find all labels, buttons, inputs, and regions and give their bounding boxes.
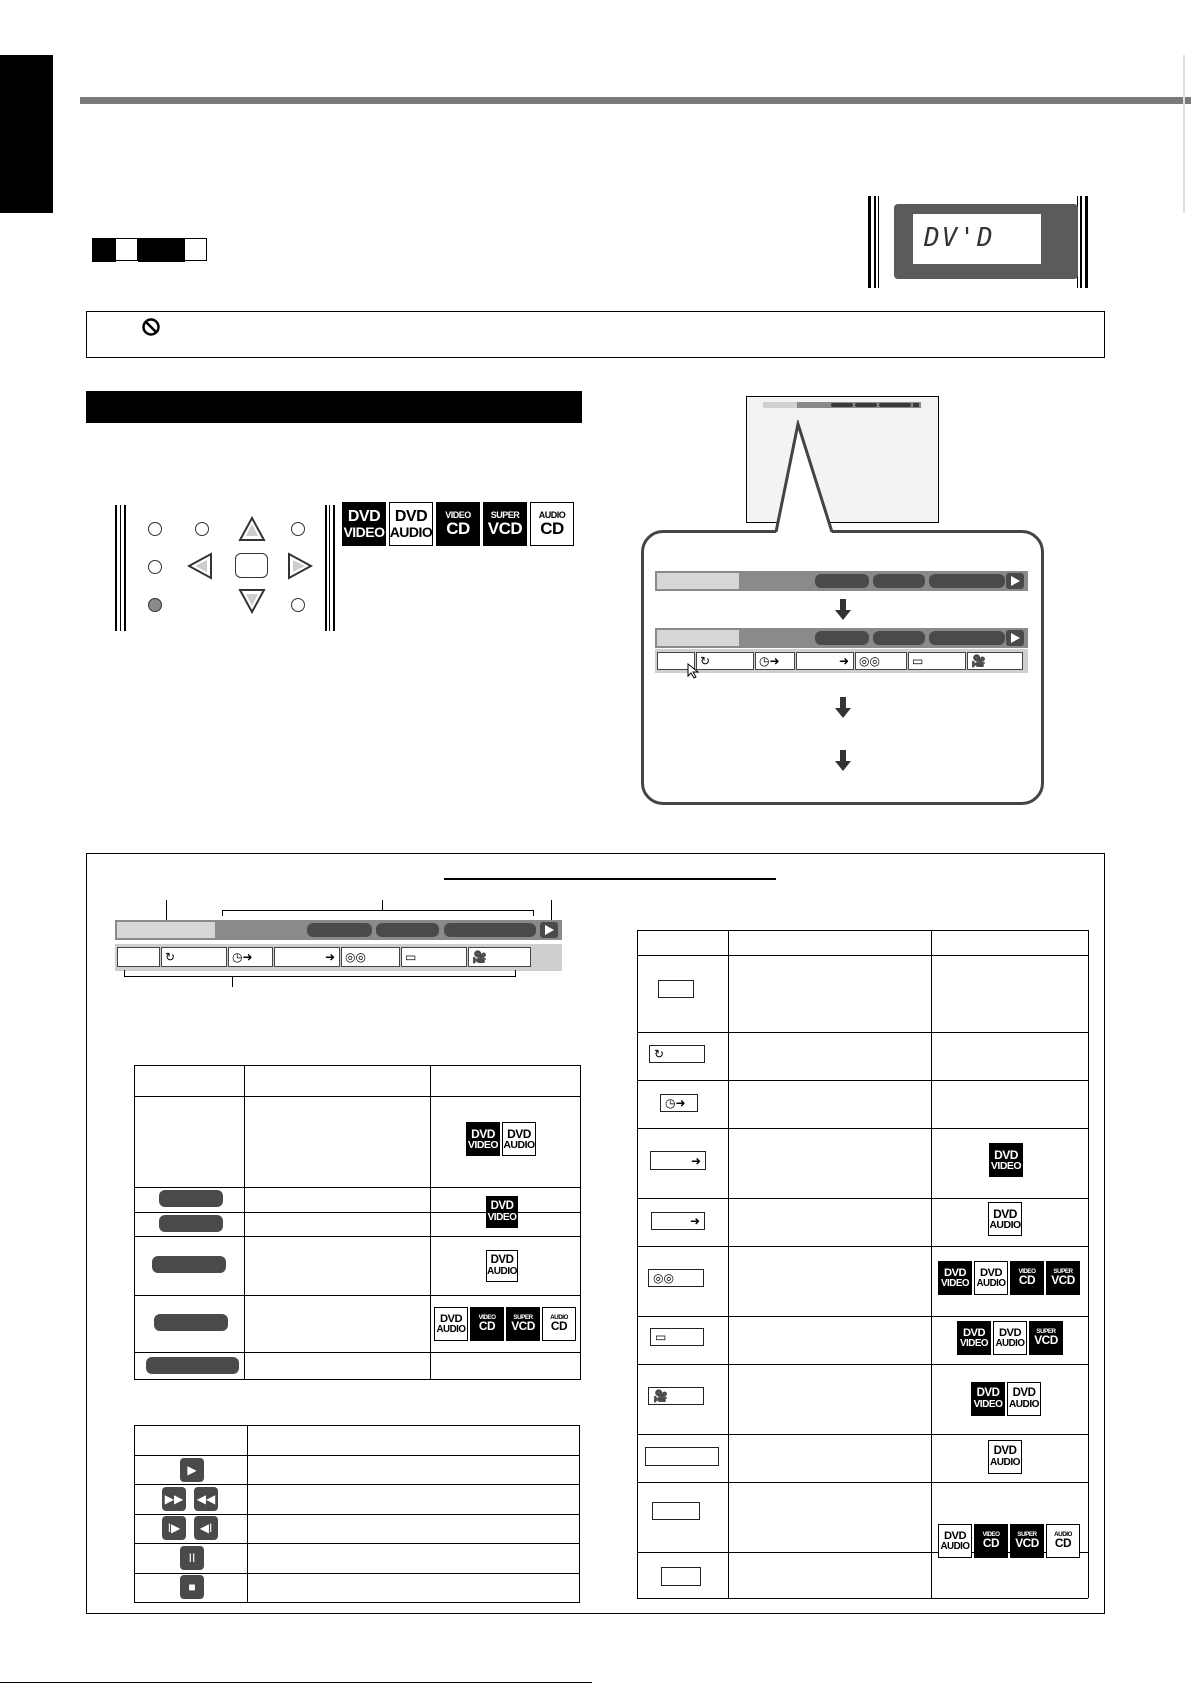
- display-text: DV'D: [924, 223, 995, 253]
- fast-reverse-icon: ◀◀: [194, 1487, 218, 1511]
- badge-line: AUDIO: [436, 1323, 466, 1335]
- disc-badge-audio-cd: [1046, 1524, 1080, 1558]
- disc-badge-dvd-video: [989, 1143, 1023, 1177]
- disc-badge-super-vcd: [1010, 1524, 1044, 1558]
- badge-line: SUPER: [1017, 1530, 1037, 1538]
- badge-line: VIDEO: [990, 1159, 1022, 1172]
- status-pill: [376, 923, 439, 937]
- menu-cell: ◎◎: [341, 947, 400, 967]
- badge-line: DVD: [439, 1312, 463, 1325]
- menu-cell: ▭: [908, 652, 966, 670]
- notice-box: [86, 311, 1105, 358]
- arrow-down-icon: [834, 599, 852, 621]
- badge-line: CD: [1054, 1536, 1072, 1551]
- badge-line: AUDIO: [538, 510, 566, 520]
- arrow-down-icon: [238, 588, 266, 614]
- menu-icon-frame: 🎥: [648, 1387, 704, 1405]
- disc-badge-super-vcd: [1046, 1261, 1080, 1295]
- disc-badge-video-cd: [470, 1307, 504, 1341]
- badge-line: VIDEO: [487, 1211, 517, 1223]
- badge-line: CD: [478, 1319, 496, 1334]
- slow-reverse-icon: ◀I: [194, 1516, 218, 1540]
- menu-cell: 🎥: [468, 947, 531, 967]
- status-pill: [159, 1215, 223, 1232]
- play-icon: [1011, 633, 1020, 643]
- remote-button: [195, 522, 209, 536]
- remote-button: [148, 522, 162, 536]
- bracket: [222, 910, 534, 916]
- disc-badge-super-vcd: [1029, 1321, 1063, 1355]
- callout-pointer: [770, 420, 840, 535]
- badge-line: VIDEO: [982, 1530, 1000, 1538]
- menu-icon-frame: ↻: [649, 1045, 705, 1063]
- table-rule: [134, 1352, 581, 1353]
- table-rule: [728, 930, 729, 1598]
- table-rule: [134, 1425, 580, 1426]
- arrow-left-icon: [187, 552, 213, 580]
- badge-line: DVD: [998, 1326, 1022, 1339]
- badge-line: DVD: [507, 1126, 531, 1141]
- badge-line: VIDEO: [973, 1398, 1003, 1410]
- disc-badge-dvd-audio: [486, 1250, 518, 1282]
- disc-badge-dvd-audio: [938, 1524, 972, 1558]
- cursor-icon: [687, 663, 701, 679]
- table-rule: [134, 1602, 580, 1603]
- enter-button: [235, 553, 268, 578]
- menu-icon-frame: ➜: [650, 1151, 706, 1170]
- table-rule: [134, 1096, 581, 1097]
- badge-line: CD: [446, 519, 470, 538]
- badge-line: DVD: [471, 1126, 495, 1141]
- menu-cell: [117, 947, 160, 967]
- header-rule: [80, 97, 1191, 104]
- badge-line: SUPER: [1053, 1267, 1073, 1275]
- status-pill: [873, 631, 925, 645]
- page-indicator: [92, 238, 204, 262]
- menu-cell: ◷➜: [755, 652, 795, 670]
- table-rule: [637, 1482, 1088, 1483]
- disc-badge-video-cd: [1010, 1261, 1044, 1295]
- badge-line: AUDIO: [976, 1277, 1006, 1289]
- fast-forward-icon: ▶▶: [162, 1487, 186, 1511]
- badge-line: AUDIO: [503, 1138, 535, 1151]
- prohibit-icon: [141, 317, 161, 337]
- play-icon: [1011, 576, 1020, 586]
- badge-line: VCD: [1015, 1536, 1039, 1551]
- badge-line: CD: [1018, 1273, 1036, 1288]
- disc-badge-super-vcd: [506, 1307, 540, 1341]
- badge-line: DVD: [394, 508, 428, 525]
- stop-icon: ■: [180, 1575, 204, 1599]
- badge-line: DVD: [490, 1254, 514, 1267]
- badge-line: DVD: [347, 508, 381, 525]
- menu-icon-frame: [645, 1447, 719, 1466]
- status-pill: [146, 1357, 239, 1374]
- remote-illustration: [115, 505, 340, 631]
- table-rule: [637, 1364, 1088, 1365]
- play-icon: ▶: [180, 1458, 204, 1482]
- menu-icon-frame: ◎◎: [648, 1269, 704, 1287]
- status-bar-title: [117, 922, 215, 938]
- badge-line: VIDEO: [343, 524, 385, 540]
- leader-line: [551, 900, 552, 920]
- leader-line: [382, 900, 383, 910]
- status-bar-title: [657, 573, 739, 589]
- badge-line: AUDIO: [389, 524, 433, 540]
- badge-line: DVD: [976, 1387, 1000, 1400]
- table-rule: [134, 1425, 135, 1602]
- menu-cell: ◎◎: [855, 652, 907, 670]
- table-rule: [244, 1065, 245, 1379]
- slow-forward-icon: I▶: [162, 1516, 186, 1540]
- remote-button: [148, 598, 162, 612]
- status-pill: [444, 923, 536, 937]
- badge-line: VIDEO: [478, 1313, 496, 1321]
- status-pill: [154, 1314, 228, 1331]
- remote-button: [291, 522, 305, 536]
- table-rule: [931, 930, 932, 1598]
- menu-cell: ➜: [796, 652, 854, 670]
- menu-cell: ↻: [161, 947, 227, 967]
- badge-line: CD: [540, 519, 564, 538]
- status-pill: [815, 631, 869, 645]
- badge-line: VCD: [487, 519, 523, 538]
- badge-line: SUPER: [1036, 1327, 1056, 1335]
- status-pill: [815, 574, 869, 588]
- menu-icon-frame: [652, 1502, 700, 1520]
- disc-badge-dvd-audio: [434, 1307, 468, 1341]
- badge-line: VIDEO: [467, 1138, 499, 1151]
- badge-line: AUDIO: [990, 1456, 1020, 1468]
- badge-line: AUDIO: [1009, 1398, 1039, 1410]
- side-tab: [0, 55, 53, 213]
- table-rule: [637, 1128, 1088, 1129]
- badge-line: VIDEO: [445, 510, 471, 520]
- badge-line: VCD: [1051, 1273, 1075, 1288]
- status-pill: [159, 1190, 223, 1207]
- disc-badge-dvd-audio: [502, 1122, 536, 1156]
- remote-button: [291, 598, 305, 612]
- badge-line: CD: [550, 1319, 568, 1334]
- disc-badge-dvd-video: [466, 1122, 500, 1156]
- badge-line: VIDEO: [1018, 1267, 1036, 1275]
- table-rule: [637, 1598, 1088, 1599]
- disc-badge-video-cd: [436, 502, 480, 546]
- badge-line: AUDIO: [995, 1337, 1025, 1349]
- status-pill: [929, 574, 1005, 588]
- bracket: [124, 970, 516, 977]
- menu-cell: ▭: [401, 947, 467, 967]
- badge-line: SUPER: [490, 510, 520, 520]
- table-rule: [637, 930, 638, 1598]
- badge-line: CD: [982, 1536, 1000, 1551]
- menu-cell: 🎥: [967, 652, 1023, 670]
- table-rule: [637, 930, 1088, 931]
- remote-button: [148, 560, 162, 574]
- leader-line: [166, 900, 167, 920]
- table-rule: [134, 1187, 581, 1188]
- arrow-down-icon: [834, 697, 852, 719]
- status-pill: [307, 923, 372, 937]
- menu-icon-frame: ◷➜: [660, 1094, 698, 1112]
- badge-line: SUPER: [513, 1313, 533, 1321]
- status-pill: [152, 1256, 226, 1273]
- table-rule: [637, 1434, 1088, 1435]
- disc-badge-audio-cd: [542, 1307, 576, 1341]
- table-rule: [1088, 930, 1089, 1598]
- menu-cell: ➜: [274, 947, 340, 967]
- table-rule: [637, 1198, 1088, 1199]
- status-bar-title: [657, 630, 739, 646]
- reference-title-underline: [444, 878, 776, 880]
- front-display-illustration: [868, 196, 1088, 288]
- disc-badge-dvd-audio: [993, 1321, 1027, 1355]
- badge-line: DVD: [943, 1266, 967, 1279]
- badge-line: AUDIO: [989, 1218, 1021, 1231]
- table-rule: [134, 1236, 581, 1237]
- table-rule: [134, 1065, 581, 1066]
- table-rule: [134, 1455, 580, 1456]
- badge-line: DVD: [490, 1200, 514, 1213]
- right-edge-mark: [1183, 55, 1185, 213]
- menu-icon-frame: [658, 980, 694, 998]
- disc-badge-dvd-video: [486, 1196, 518, 1228]
- menu-cell: ↻: [696, 652, 754, 670]
- disc-badge-dvd-video: [342, 502, 386, 546]
- arrow-down-icon: [834, 750, 852, 772]
- status-pill: [873, 574, 925, 588]
- menu-cell: ◷➜: [228, 947, 273, 967]
- disc-badge-dvd-audio: [1007, 1382, 1041, 1416]
- badge-line: DVD: [993, 1445, 1017, 1458]
- disc-badge-dvd-audio: [974, 1261, 1008, 1295]
- footer-rule: [0, 1682, 592, 1683]
- badge-line: DVD: [962, 1326, 986, 1339]
- disc-badge-dvd-audio: [988, 1440, 1022, 1474]
- section-heading-bar: [86, 391, 582, 423]
- badge-line: DVD: [1012, 1387, 1036, 1400]
- pause-icon: II: [180, 1546, 204, 1570]
- table-rule: [579, 1425, 580, 1602]
- disc-badge-super-vcd: [483, 502, 527, 546]
- badge-line: DVD: [979, 1266, 1003, 1279]
- table-rule: [637, 955, 1088, 956]
- disc-badge-dvd-video: [938, 1261, 972, 1295]
- badge-line: DVD: [994, 1147, 1018, 1162]
- leader-line: [232, 977, 233, 987]
- badge-line: AUDIO: [550, 1313, 568, 1321]
- badge-line: VIDEO: [941, 1277, 969, 1289]
- arrow-right-icon: [287, 552, 313, 580]
- disc-badge-dvd-video: [971, 1382, 1005, 1416]
- badge-line: AUDIO: [1054, 1530, 1072, 1538]
- table-rule: [247, 1425, 248, 1602]
- table-rule: [637, 1080, 1088, 1081]
- badge-line: VCD: [1034, 1333, 1058, 1348]
- badge-line: AUDIO: [487, 1265, 517, 1277]
- disc-badge-dvd-video: [957, 1321, 991, 1355]
- badge-line: VIDEO: [960, 1337, 988, 1349]
- table-rule: [580, 1065, 581, 1379]
- table-rule: [134, 1295, 581, 1296]
- play-icon: [545, 925, 554, 935]
- badge-line: AUDIO: [940, 1540, 970, 1552]
- menu-icon-frame: ▭: [650, 1328, 704, 1346]
- badge-line: VCD: [511, 1319, 535, 1334]
- disc-badge-video-cd: [974, 1524, 1008, 1558]
- disc-badge-audio-cd: [530, 502, 574, 546]
- table-rule: [134, 1484, 580, 1485]
- menu-icon-frame: ➜: [651, 1212, 705, 1230]
- badge-line: DVD: [993, 1206, 1017, 1221]
- table-rule: [134, 1379, 581, 1380]
- table-rule: [430, 1065, 431, 1379]
- menu-icon-frame: [661, 1567, 701, 1586]
- table-rule: [637, 1246, 1088, 1247]
- disc-badge-dvd-audio: [988, 1202, 1022, 1236]
- status-pill: [929, 631, 1005, 645]
- table-rule: [637, 1316, 1088, 1317]
- disc-badge-dvd-audio: [389, 502, 433, 546]
- table-rule: [134, 1543, 580, 1544]
- table-rule: [637, 1032, 1088, 1033]
- badge-line: DVD: [943, 1529, 967, 1542]
- arrow-up-icon: [238, 516, 266, 542]
- table-rule: [134, 1573, 580, 1574]
- table-rule: [134, 1065, 135, 1379]
